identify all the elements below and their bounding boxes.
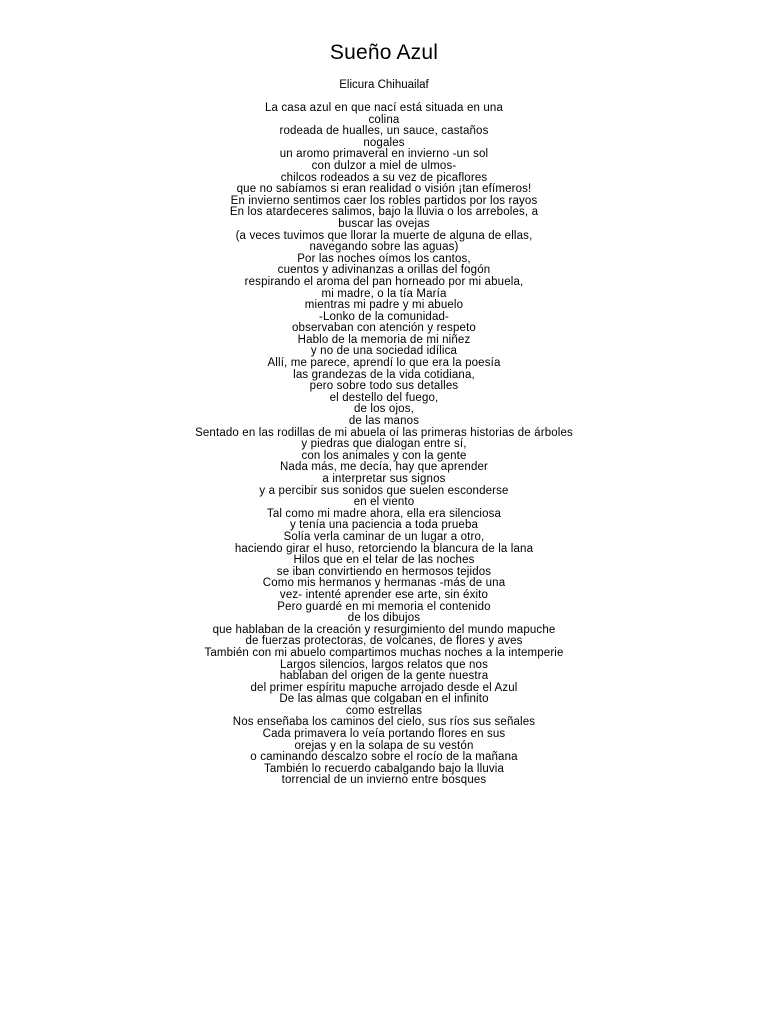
poem-line: con los animales y con la gente — [301, 449, 467, 462]
poem-line: torrencial de un invierno entre bosques — [281, 774, 487, 787]
poem-line: navegando sobre las aguas) — [309, 241, 459, 254]
poem-line: mi madre, o la tía María — [321, 287, 447, 300]
poem-line: Tal como mi madre ahora, ella era silenciosa — [266, 507, 502, 520]
poem-line: de las manos — [348, 415, 420, 428]
poem-line: colina — [368, 113, 400, 126]
poem-line: con dulzor a miel de ulmos- — [311, 159, 457, 172]
poem-line: (a veces tuvimos que llorar la muerte de alguna de ellas, — [235, 229, 533, 242]
poem-title: Sueño Azul — [329, 41, 439, 64]
poem-line: -Lonko de la comunidad- — [318, 310, 450, 323]
poem-line: En invierno sentimos caer los robles partidos por los rayos — [230, 194, 538, 207]
poem-line: chilcos rodeados a su vez de picaflores — [280, 171, 488, 184]
poem-line: Hilos que en el telar de las noches — [293, 554, 475, 567]
poem-line: y a percibir sus sonidos que suelen esconderse — [259, 484, 509, 497]
poem-line: que hablaban de la creación y resurgimiento del mundo mapuche — [212, 623, 556, 636]
poem-line: En los atardeceres salimos, bajo la lluvia o los arreboles, a — [229, 206, 539, 219]
poem-line: orejas y en la solapa de su vestón — [294, 739, 474, 752]
poem-line: y piedras que dialogan entre sí, — [301, 438, 467, 451]
poem-line: Por las noches oímos los cantos, — [297, 252, 471, 265]
poem-line: un aromo primaveral en invierno -un sol — [279, 148, 489, 161]
poem-line: se iban convirtiendo en hermosos tejidos — [276, 565, 492, 578]
poem-line: Hablo de la memoria de mi niñez — [297, 333, 471, 346]
poem-line: las grandezas de la vida cotidiana, — [293, 368, 475, 381]
poem-line: o caminando descalzo sobre el rocío de la mañana — [250, 751, 518, 764]
poem-line: También lo recuerdo cabalgando bajo la lluvia — [263, 762, 505, 775]
poem-line: pero sobre todo sus detalles — [309, 380, 459, 393]
poem-line: Allí, me parece, aprendí lo que era la poesía — [267, 357, 501, 370]
poem-line: que no sabíamos si eran realidad o visión ¡tan efímeros! — [236, 183, 532, 196]
poem-line: como estrellas — [345, 704, 423, 717]
poem-line: hablaban del origen de la gente nuestra — [279, 670, 489, 683]
poem-line: Sentado en las rodillas de mi abuela oí las primeras historias de árboles — [195, 426, 573, 439]
poem-line: Cada primavera lo veía portando flores en sus — [262, 728, 506, 741]
poem-line: a interpretar sus signos — [322, 473, 446, 485]
poem-line: cuentos y adivinanzas a orillas del fogón — [277, 264, 491, 277]
poem-line: y no de una sociedad idílica — [310, 345, 458, 358]
poem-line: nogales — [363, 136, 405, 149]
poem-line: en el viento — [353, 496, 415, 509]
poem-line: de los dibujos — [347, 612, 421, 625]
poem-line: Solía verla caminar de un lugar a otro, — [283, 530, 485, 543]
poem-line: observaban con atención y respeto — [292, 322, 476, 335]
poem-body — [0, 103, 768, 787]
poem-line: De las almas que colgaban en el infinito — [279, 693, 489, 706]
poem-line: Nos enseñaba los caminos del cielo, sus ríos sus señales — [232, 716, 536, 729]
poem-line: También con mi abuelo compartimos muchas noches a la intemperie — [204, 646, 564, 659]
poem-line: del primer espíritu mapuche arrojado desde el Azul — [250, 681, 518, 694]
poem-line: buscar las ovejas — [338, 217, 430, 230]
poem-line: Como mis hermanos y hermanas -más de una — [262, 577, 506, 590]
poem-line: haciendo girar el huso, retorciendo la blancura de la lana — [234, 542, 534, 555]
poem-line: Largos silencios, largos relatos que nos — [279, 658, 488, 671]
poem-line: rodeada de hualles, un sauce, castaños — [279, 125, 489, 138]
poem-line: y tenía una paciencia a toda prueba — [289, 519, 479, 532]
poem-line: vez- intenté aprender ese arte, sin éxito — [279, 588, 489, 601]
poem-line: Nada más, me decía, hay que aprender — [279, 461, 489, 474]
poem-line: de fuerzas protectoras, de volcanes, de flores y aves — [245, 635, 523, 648]
poem-line: mientras mi padre y mi abuelo — [304, 299, 464, 312]
poem-line: el destello del fuego, — [329, 391, 439, 404]
poem-author: Elicura Chihuailaf — [339, 79, 429, 91]
poem-line: La casa azul en que nací está situada en una — [264, 102, 504, 114]
poem-line: Pero guardé en mi memoria el contenido — [277, 600, 491, 613]
poem-line: respirando el aroma del pan horneado por mi abuela, — [244, 275, 524, 288]
poem-line: de los ojos, — [354, 403, 414, 416]
